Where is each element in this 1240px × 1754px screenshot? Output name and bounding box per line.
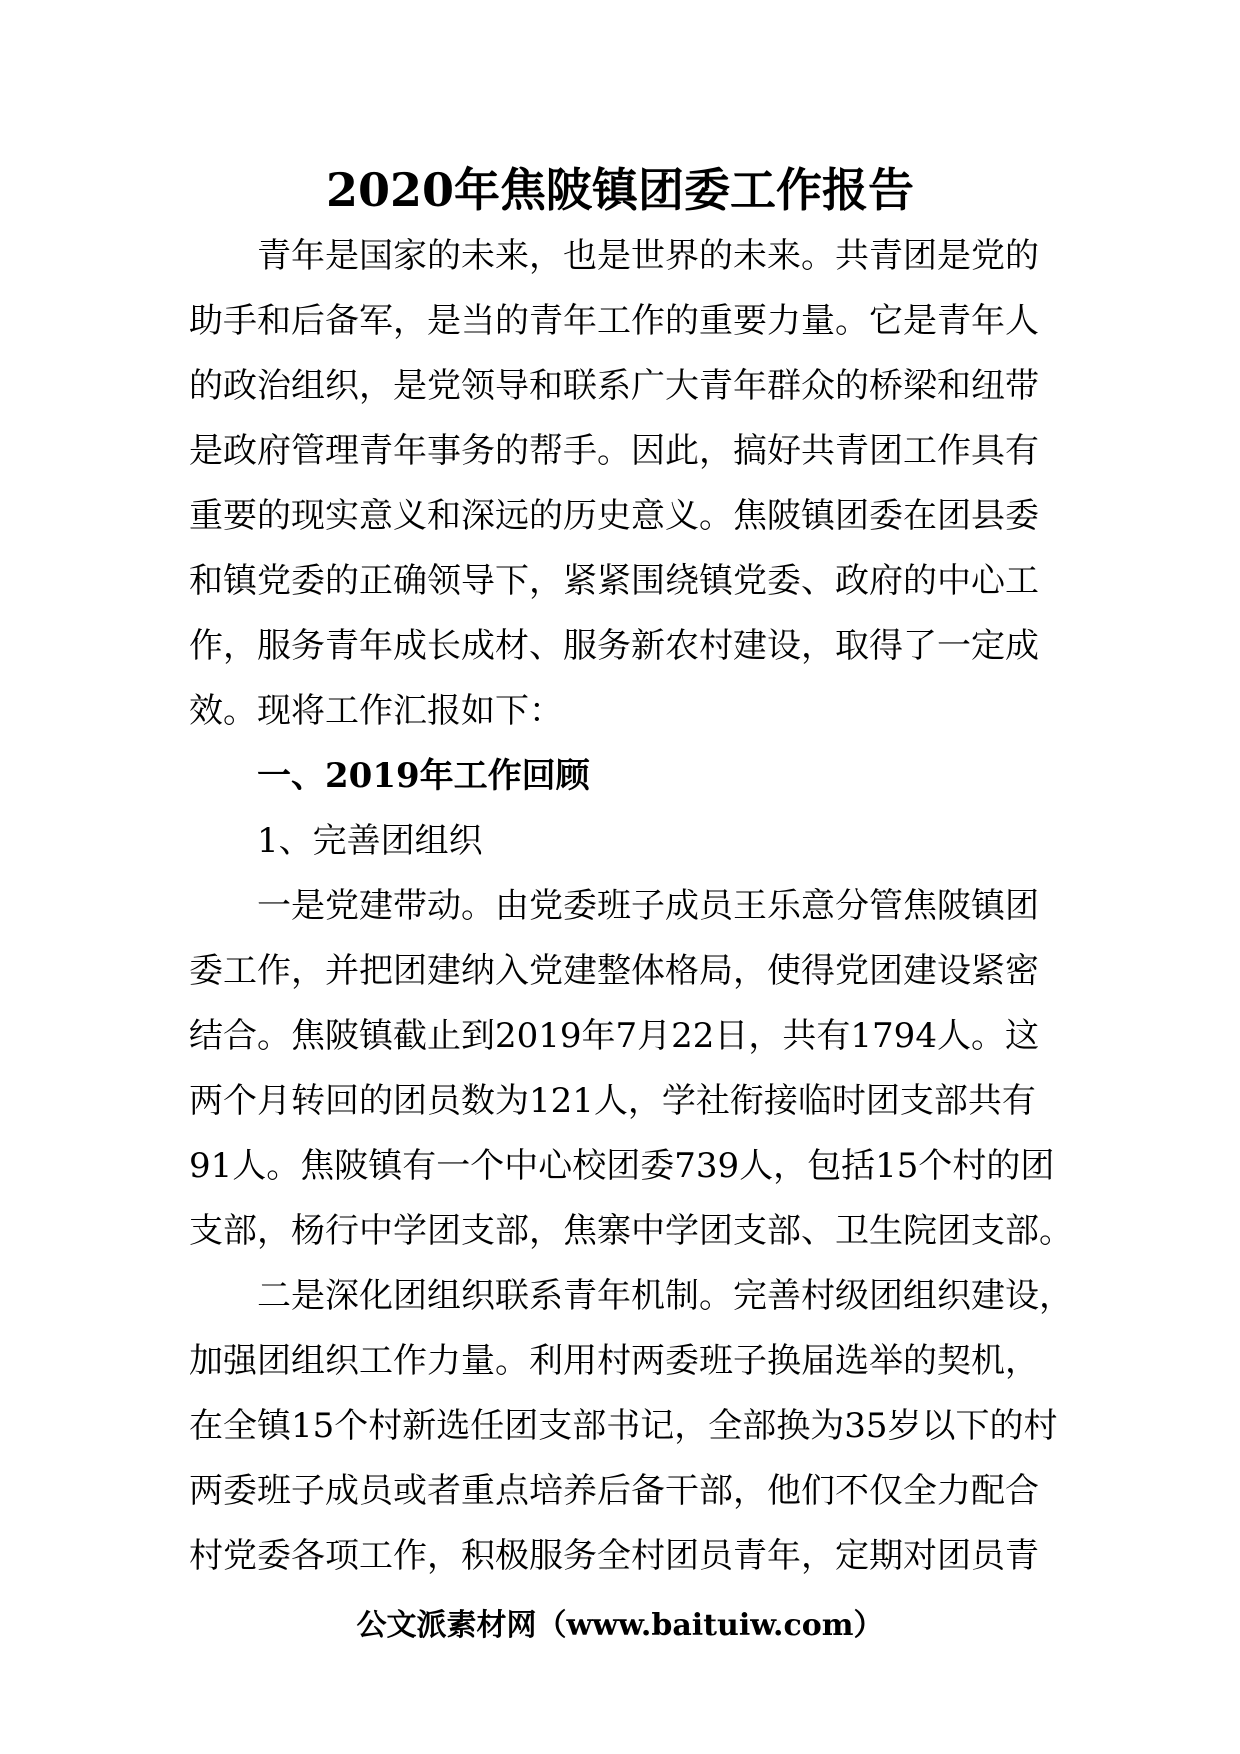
paragraph-line: 在全镇15个村新选任团支部书记，全部换为35岁以下的村 [189, 1406, 1058, 1446]
paragraph-line: 效。现将工作汇报如下： [189, 691, 563, 731]
document-body [189, 224, 1073, 1589]
section-heading: 一、2019年工作回顾 [257, 756, 590, 796]
subsection-heading: 1、完善团组织 [257, 821, 483, 861]
paragraph-line: 和镇党委的正确领导下，紧紧围绕镇党委、政府的中心工 [189, 561, 1039, 601]
paragraph-line: 重要的现实意义和深远的历史意义。焦陂镇团委在团县委 [189, 496, 1039, 536]
paragraph-line: 助手和后备军，是当的青年工作的重要力量。它是青年人 [189, 301, 1039, 341]
footer-watermark: 公文派素材网（www.baituiw.com） [356, 1608, 884, 1643]
paragraph-line: 支部，杨行中学团支部，焦寨中学团支部、卫生院团支部。 [189, 1211, 1073, 1251]
paragraph-line: 结合。焦陂镇截止到2019年7月22日，共有1794人。这 [189, 1016, 1039, 1056]
paragraph-line: 的政治组织，是党领导和联系广大青年群众的桥梁和纽带 [189, 366, 1039, 406]
paragraph-line: 二是深化团组织联系青年机制。完善村级团组织建设， [257, 1276, 1073, 1316]
paragraph-line: 村党委各项工作，积极服务全村团员青年，定期对团员青 [189, 1536, 1039, 1576]
paragraph-line: 加强团组织工作力量。利用村两委班子换届选举的契机， [189, 1341, 1039, 1381]
paragraph-line: 一是党建带动。由党委班子成员王乐意分管焦陂镇团 [257, 886, 1039, 926]
paragraph-line: 是政府管理青年事务的帮手。因此，搞好共青团工作具有 [189, 431, 1039, 471]
paragraph-line: 91人。焦陂镇有一个中心校团委739人，包括15个村的团 [189, 1146, 1055, 1186]
paragraph-line: 作，服务青年成长成材、服务新农村建设，取得了一定成 [189, 626, 1039, 666]
paragraph-line: 两个月转回的团员数为121人，学社衔接临时团支部共有 [189, 1081, 1036, 1121]
paragraph-line: 委工作，并把团建纳入党建整体格局，使得党团建设紧密 [189, 951, 1039, 991]
paragraph-line: 两委班子成员或者重点培养后备干部，他们不仅全力配合 [189, 1471, 1039, 1511]
paragraph-line: 青年是国家的未来，也是世界的未来。共青团是党的 [257, 236, 1039, 276]
document-title: 2020年焦陂镇团委工作报告 [325, 163, 915, 217]
